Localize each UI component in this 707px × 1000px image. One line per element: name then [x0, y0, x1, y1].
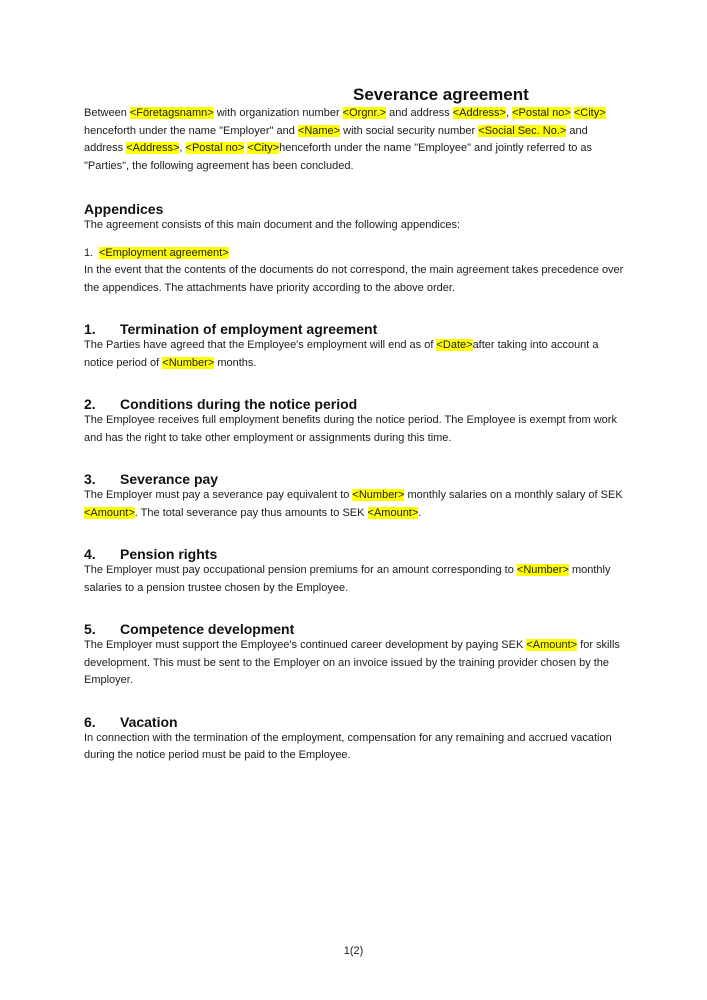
- section-number: 2.: [84, 396, 96, 412]
- section-title: Conditions during the notice period: [120, 396, 358, 412]
- placeholder-field[interactable]: <Number>: [162, 356, 215, 369]
- text-segment: henceforth under the name "Employee" and jointly referred to as "Parties", the following agreement has been concluded.: [84, 142, 593, 172]
- section-title: Competence development: [120, 621, 295, 637]
- text-segment: after taking into account a notice period of: [84, 339, 599, 369]
- placeholder-field[interactable]: <Name>: [297, 124, 341, 137]
- text-segment: with social security number: [340, 124, 479, 137]
- placeholder-field[interactable]: <Employment agreement>: [99, 246, 229, 259]
- placeholder-field[interactable]: <Amount>: [526, 639, 578, 651]
- text-segment: .: [418, 506, 422, 519]
- text-segment: The Employer must pay occupational pension premiums for an amount corresponding to: [84, 564, 517, 576]
- section-body-1: [84, 337, 624, 372]
- text-segment: The Employee receives full employment benefits during the notice period. The Employee is exempt from work and has the right to take other employment or assignments during this time.: [84, 414, 617, 444]
- placeholder-field[interactable]: <Address>: [452, 107, 506, 119]
- section-body-5: [84, 637, 624, 690]
- section-title: Pension rights: [120, 546, 218, 562]
- section-number: 5.: [84, 621, 96, 637]
- text-segment: monthly salaries on a monthly salary of SEK: [404, 489, 623, 501]
- placeholder-field[interactable]: <Date>: [436, 339, 473, 351]
- section-heading-6: [84, 714, 624, 730]
- text-segment: The Parties have agreed that the Employee's employment will end as of: [84, 339, 437, 351]
- section-title: Termination of employment agreement: [120, 321, 378, 337]
- text-segment: Between: [84, 107, 130, 119]
- section-title: Vacation: [120, 713, 178, 730]
- placeholder-field[interactable]: <City>: [247, 142, 280, 154]
- appendices-heading: Appendices: [84, 201, 164, 217]
- text-segment: ,: [179, 142, 186, 154]
- placeholder-field[interactable]: <Number>: [352, 489, 405, 501]
- text-segment: with organization number: [213, 107, 343, 119]
- text-segment: ,: [505, 107, 513, 119]
- document-title: Severance agreement: [353, 85, 529, 104]
- text-segment: . The total severance pay thus amounts to SEK: [134, 506, 368, 519]
- placeholder-field[interactable]: <City>: [573, 107, 606, 119]
- section-heading-3: [84, 471, 624, 487]
- appendix-item-text: [99, 247, 229, 259]
- page-number: 1(2): [343, 945, 364, 957]
- placeholder-field[interactable]: <Orgnr.>: [342, 107, 387, 119]
- text-segment: for skills development. This must be sent to the Employer on an invoice issued by the training provider chosen by the Employer.: [84, 639, 620, 686]
- document-content: [84, 0, 624, 765]
- section-number: 3.: [84, 471, 96, 487]
- placeholder-field[interactable]: <Amount>: [367, 506, 419, 519]
- section-number: 6.: [84, 713, 96, 730]
- placeholder-field[interactable]: <Postal no>: [185, 142, 245, 154]
- placeholder-field[interactable]: <Företagsnamn>: [129, 107, 214, 119]
- section-body-3: [84, 487, 624, 522]
- section-number: 4.: [84, 546, 96, 562]
- placeholder-field[interactable]: <Social Sec. No.>: [478, 124, 567, 137]
- intro-paragraph: [84, 105, 624, 175]
- text-segment: and address: [386, 107, 453, 119]
- section-heading-1: [84, 321, 624, 337]
- appendix-item-number: 1.: [84, 246, 94, 259]
- text-segment: The Employer must support the Employee's continued career development by paying SEK: [84, 639, 527, 651]
- section-heading-5: [84, 621, 624, 637]
- section-title: Severance pay: [120, 471, 219, 487]
- appendices-intro: The agreement consists of this main document and the following appendices:: [84, 219, 461, 231]
- section-body-4: [84, 562, 624, 597]
- text-segment: henceforth under the name "Employer" and: [84, 124, 298, 137]
- section-body-2: [84, 412, 624, 447]
- text-segment: and address: [84, 124, 588, 154]
- appendix-list-item: [84, 245, 624, 263]
- placeholder-field[interactable]: <Address>: [126, 142, 180, 154]
- placeholder-field[interactable]: <Amount>: [84, 506, 135, 519]
- text-segment: In connection with the termination of the employment, compensation for any remaining and accrued vacation during the notice period must be paid to the Employee.: [84, 731, 612, 761]
- section-heading-4: [84, 546, 624, 562]
- text-segment: The Employer must pay a severance pay equivalent to: [84, 489, 353, 501]
- section-heading-2: [84, 396, 624, 412]
- appendices-note: In the event that the contents of the documents do not correspond, the main agreement takes precedence over the appendices. The attachments have priority according to the above order.: [84, 264, 624, 294]
- placeholder-field[interactable]: <Number>: [516, 564, 569, 576]
- placeholder-field[interactable]: <Postal no>: [512, 107, 571, 119]
- section-body-6: [84, 730, 624, 765]
- text-segment: months.: [214, 356, 257, 369]
- text-segment: monthly salaries to a pension trustee chosen by the Employee.: [84, 564, 611, 594]
- section-number: 1.: [84, 321, 96, 337]
